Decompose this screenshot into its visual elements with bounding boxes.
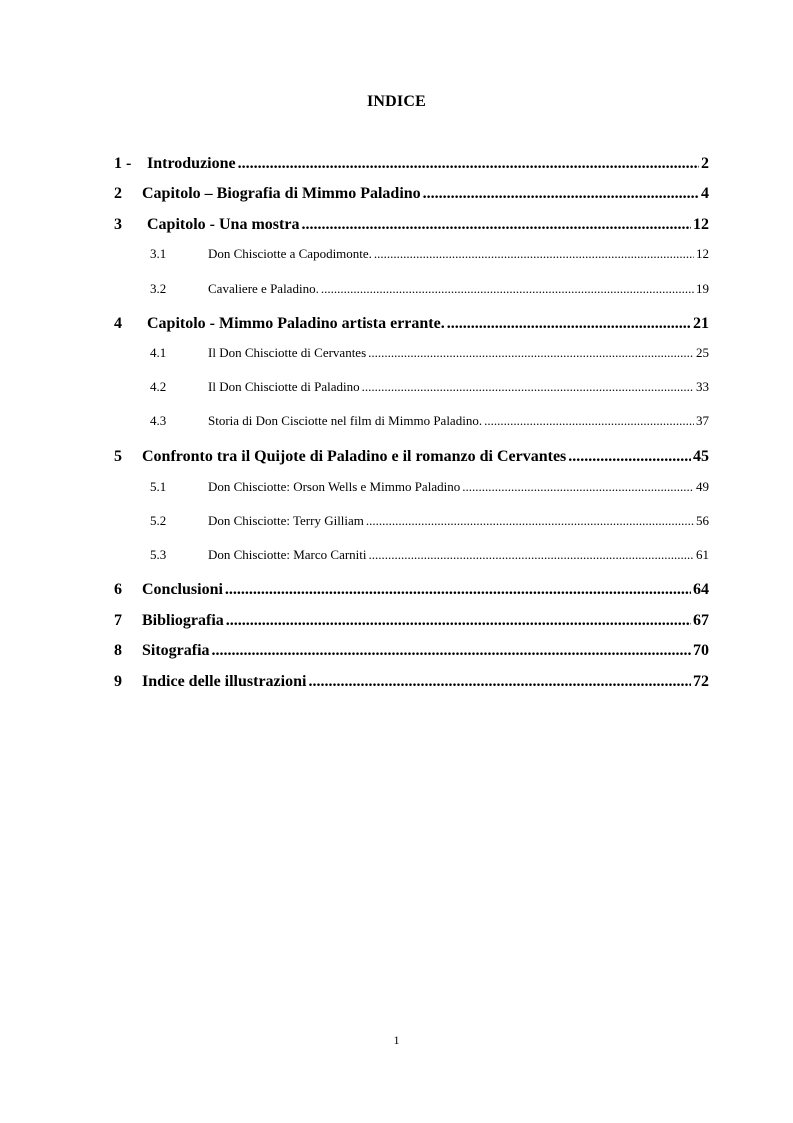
toc-entry-sitografia[interactable] <box>114 642 709 660</box>
toc-entry-title: Cavaliere e Paladino. <box>208 281 319 296</box>
toc-dot-leader <box>484 413 694 429</box>
toc-entry-page: 4 <box>701 185 709 202</box>
toc-entry-number: 3 <box>114 216 122 233</box>
toc-entry-title: Don Chisciotte: Terry Gilliam <box>208 513 364 528</box>
toc-entry-title: Storia di Don Cisciotte nel film di Mimmo Paladino. <box>208 413 483 428</box>
toc-entry-number: 4.1 <box>150 345 167 360</box>
toc-entry-chisciotte-paladino[interactable] <box>150 379 709 395</box>
toc-entry-page: 25 <box>696 345 709 360</box>
toc-entry-page: 45 <box>693 448 709 465</box>
toc-entry-artista-errante[interactable] <box>114 315 709 333</box>
toc-dot-leader <box>447 315 691 333</box>
toc-dot-leader <box>226 612 691 630</box>
toc-dot-leader <box>238 155 699 173</box>
toc-entry-number: 9 <box>114 673 122 690</box>
toc-entry-title: Sitografia <box>142 642 210 659</box>
toc-dot-leader <box>369 547 694 563</box>
toc-entry-number: 6 <box>114 581 122 598</box>
toc-entry-number: 3.1 <box>150 246 167 261</box>
page-number: 1 <box>393 1033 400 1047</box>
toc-entry-storia-film[interactable] <box>150 413 709 429</box>
toc-entry-marco-carniti[interactable] <box>150 547 709 563</box>
toc-entry-page: 61 <box>696 547 709 562</box>
page-title: INDICE <box>367 93 426 110</box>
toc-dot-leader <box>362 379 694 395</box>
toc-entry-page: 72 <box>693 673 709 690</box>
toc-entry-capodimonte[interactable] <box>150 246 709 262</box>
toc-dot-leader <box>374 246 694 262</box>
toc-entry-title: Capitolo - Mimmo Paladino artista errante. <box>147 315 445 332</box>
toc-entry-number: 4.2 <box>150 379 167 394</box>
toc-entry-bibliografia[interactable] <box>114 612 709 630</box>
toc-dot-leader <box>212 642 691 660</box>
toc-entry-number: 5 <box>114 448 122 465</box>
toc-entry-page: 67 <box>693 612 709 629</box>
toc-entry-page: 70 <box>693 642 709 659</box>
toc-entry-chisciotte-cervantes[interactable] <box>150 345 709 361</box>
toc-entry-conclusioni[interactable] <box>114 581 709 599</box>
toc-entry-number: 4.3 <box>150 413 167 428</box>
toc-entry-indice-illustrazioni[interactable] <box>114 673 709 691</box>
toc-entry-page: 49 <box>696 479 709 494</box>
toc-entry-page: 2 <box>701 155 709 172</box>
toc-entry-number: 8 <box>114 642 122 659</box>
toc-entry-title: Conclusioni <box>142 581 223 598</box>
toc-dot-leader <box>366 513 694 529</box>
toc-entry-title: Indice delle illustrazioni <box>142 673 307 690</box>
toc-dot-leader <box>462 479 694 495</box>
toc-entry-title: Capitolo – Biografia di Mimmo Paladino <box>142 185 421 202</box>
toc-entry-biografia[interactable] <box>114 185 709 203</box>
toc-entry-page: 12 <box>693 216 709 233</box>
toc-dot-leader <box>423 185 699 203</box>
toc-entry-confronto[interactable] <box>114 448 709 466</box>
toc-entry-number: 2 <box>114 185 122 202</box>
toc-dot-leader <box>301 216 691 234</box>
toc-entry-page: 12 <box>696 246 709 261</box>
toc-entry-title: Introduzione <box>147 155 236 172</box>
toc-entry-title: Don Chisciotte a Capodimonte. <box>208 246 372 261</box>
toc-entry-page: 37 <box>696 413 709 428</box>
toc-dot-leader <box>308 673 691 691</box>
toc-entry-number: 7 <box>114 612 122 629</box>
toc-dot-leader <box>225 581 691 599</box>
toc-entry-title: Il Don Chisciotte di Paladino <box>208 379 360 394</box>
toc-entry-page: 56 <box>696 513 709 528</box>
toc-dot-leader <box>321 281 694 297</box>
toc-entry-number: 5.3 <box>150 547 167 562</box>
toc-entry-title: Don Chisciotte: Marco Carniti <box>208 547 367 562</box>
toc-entry-title: Bibliografia <box>142 612 224 629</box>
toc-entry-introduzione[interactable] <box>114 155 709 173</box>
toc-entry-number: 3.2 <box>150 281 167 296</box>
toc-entry-cavaliere[interactable] <box>150 281 709 297</box>
toc-entry-number: 4 <box>114 315 122 332</box>
toc-entry-page: 21 <box>693 315 709 332</box>
toc-entry-title: Confronto tra il Quijote di Paladino e il romanzo di Cervantes <box>142 448 567 465</box>
toc-entry-number: 5.2 <box>150 513 167 528</box>
toc-dot-leader <box>368 345 694 361</box>
toc-entry-una-mostra[interactable] <box>114 216 709 234</box>
toc-entry-terry-gilliam[interactable] <box>150 513 709 529</box>
toc-entry-page: 33 <box>696 379 709 394</box>
toc-entry-number: 5.1 <box>150 479 167 494</box>
toc-dot-leader <box>568 448 691 466</box>
toc-entry-title: Il Don Chisciotte di Cervantes <box>208 345 367 360</box>
toc-entry-page: 64 <box>693 581 709 598</box>
toc-entry-orson-wells[interactable] <box>150 479 709 495</box>
toc-entry-number: 1 - <box>114 155 132 172</box>
toc-entry-page: 19 <box>696 281 709 296</box>
toc-entry-title: Capitolo - Una mostra <box>147 216 300 233</box>
toc-entry-title: Don Chisciotte: Orson Wells e Mimmo Paladino <box>208 479 461 494</box>
